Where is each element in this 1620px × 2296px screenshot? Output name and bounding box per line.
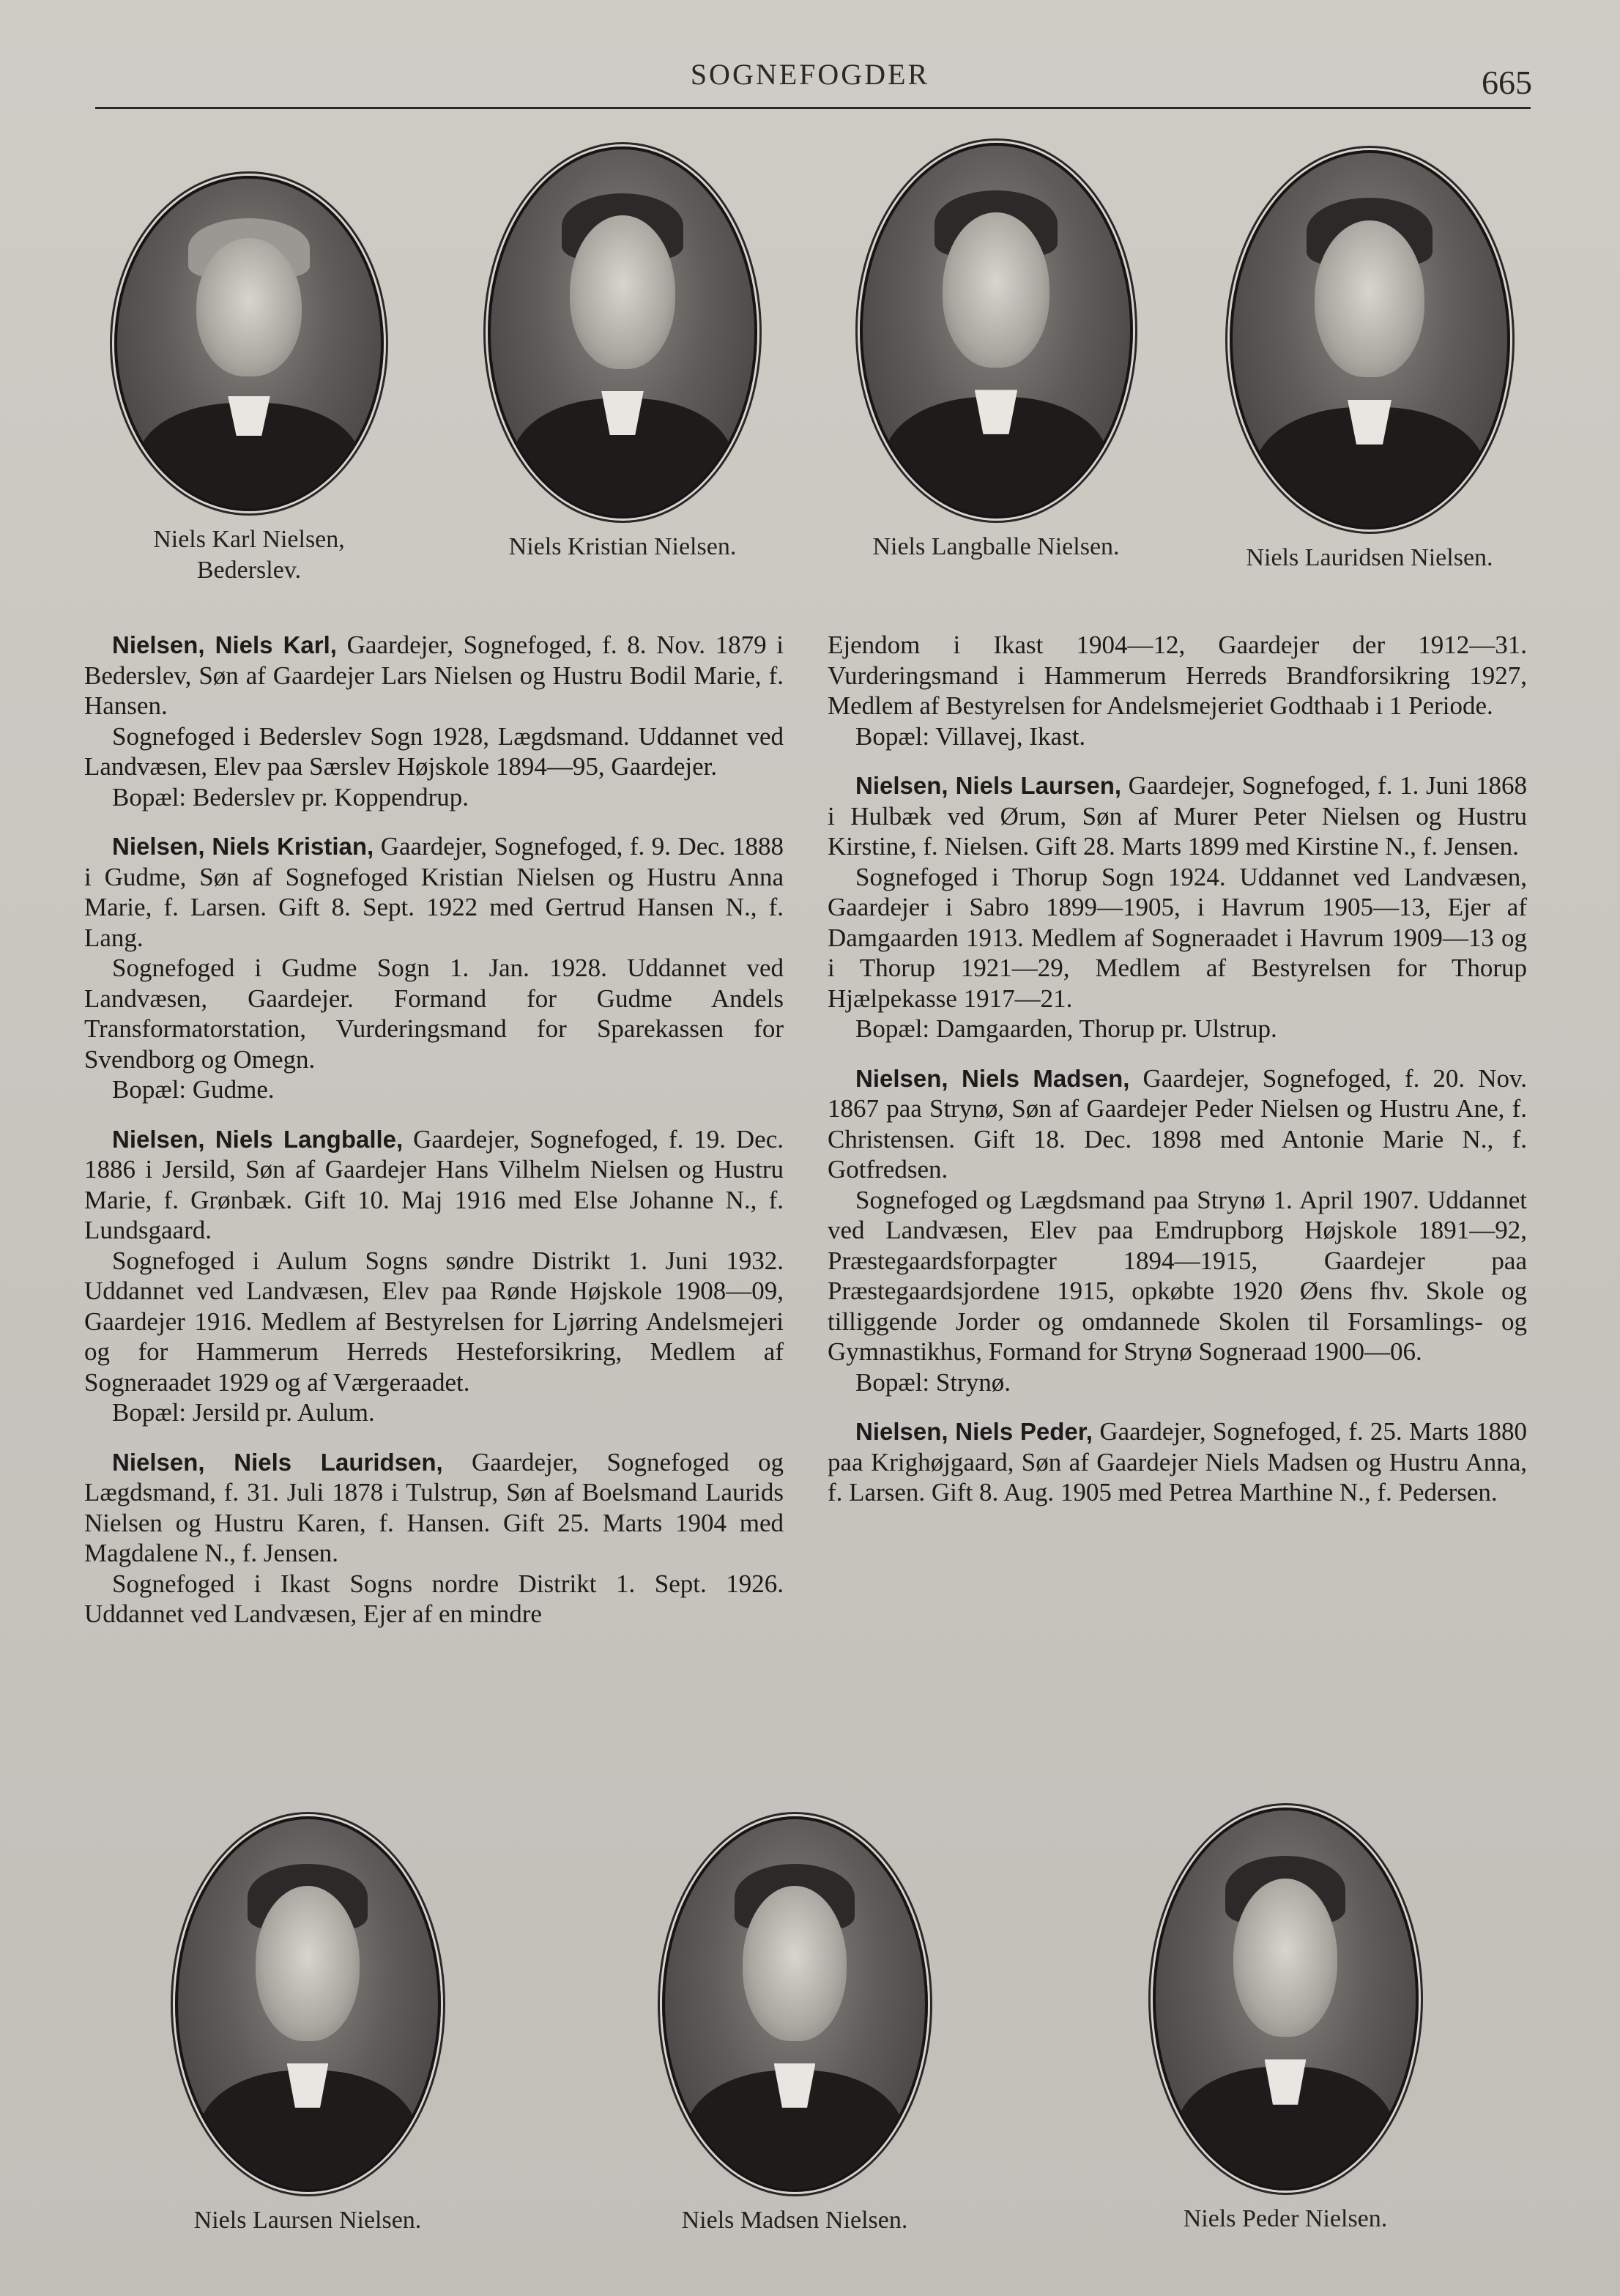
entry-text: Bopæl: Villavej, Ikast. — [855, 721, 1086, 751]
entry-text: Gaardejer, Sognefoged, f. 20. Nov. 1867 paa Strynø, Søn af Gaardejer Peder Nielsen og Hustru Ane, f. Christensen. Gift 18. Dec. 1898 med Antonie Marie N., f. Gotfredsen. — [828, 1063, 1527, 1184]
entry-text: Ejendom i Ikast 1904—12, Gaardejer der 1912—31. Vurderingsmand i Hammerum Herreds Brandforsikring 1927, Medlem af Bestyrelsen for Andelsmejeriet Godthaab i 1 Periode. — [828, 631, 1527, 720]
entry-text: Sognefoged i Ikast Sogns nordre Distrikt 1. Sept. 1926. Uddannet ved Landvæsen, Ejer af en mindre — [84, 1569, 784, 1628]
portrait-niels-madsen-nielsen — [641, 1816, 948, 2236]
entry-text: Bopæl: Jersild pr. Aulum. — [112, 1398, 375, 1427]
entry-text: Sognefoged i Thorup Sogn 1924. Uddannet ved Landvæsen, Gaardejer i Sabro 1899—1905, i Havrum 1905—13, Ejer af Damgaarden 1913. Medlem af Sogneraadet i Havrum 1909—13 og i Thorup 1921—29, Medlem af Bestyrelsen for Thorup Hjælpekasse 1917—21. — [828, 862, 1527, 1013]
biography-entry — [828, 630, 1527, 751]
biography-entry — [828, 1063, 1527, 1398]
portrait-photo — [114, 176, 384, 511]
portrait-photo — [1230, 150, 1510, 530]
portrait-photo — [662, 1816, 928, 2192]
entry-paragraph — [84, 721, 784, 782]
biography-entry — [84, 630, 784, 812]
entry-paragraph — [828, 1185, 1527, 1367]
entry-paragraph — [84, 953, 784, 1074]
entry-paragraph — [828, 1063, 1527, 1185]
biography-entry — [828, 1416, 1527, 1508]
entry-text: Bopæl: Strynø. — [855, 1367, 1011, 1397]
entry-text: Bopæl: Damgaarden, Thorup pr. Ulstrup. — [855, 1014, 1277, 1043]
entry-name: Nielsen, Niels Laursen, — [855, 772, 1122, 799]
entry-text: Gaardejer, Sognefoged, f. 8. Nov. 1879 i Bederslev, Søn af Gaardejer Lars Nielsen og Hustru Bodil Marie, f. Hansen. — [84, 631, 784, 720]
entry-name: Nielsen, Niels Peder, — [855, 1418, 1093, 1445]
portrait-caption: Niels Madsen Nielsen. — [681, 2207, 908, 2234]
entry-name: Nielsen, Niels Madsen, — [855, 1064, 1130, 1092]
entry-paragraph — [84, 831, 784, 953]
entry-paragraph — [828, 770, 1527, 862]
left-column — [84, 630, 784, 1649]
entry-text: Gaardejer, Sognefoged, f. 9. Dec. 1888 i Gudme, Søn af Sognefoged Kristian Nielsen og Hustru Anna Marie, f. Larsen. Gift 8. Sept. 1922 med Gertrud Hansen N., f. Lang. — [84, 832, 784, 952]
entry-paragraph — [828, 721, 1527, 752]
entry-name: Nielsen, Niels Langballe, — [112, 1125, 404, 1153]
entry-name: Nielsen, Niels Kristian, — [112, 833, 374, 860]
entry-text: Bopæl: Gudme. — [112, 1075, 275, 1104]
portrait-niels-karl-nielsen — [95, 176, 403, 586]
entry-paragraph — [84, 782, 784, 813]
portrait-niels-lauridsen-nielsen — [1216, 150, 1523, 573]
entry-paragraph — [828, 862, 1527, 1014]
portrait-photo — [1153, 1808, 1419, 2191]
portrait-caption: Niels Laursen Nielsen. — [193, 2207, 422, 2234]
page-number: 665 — [1482, 64, 1532, 101]
portrait-niels-peder-nielsen — [1132, 1808, 1439, 2234]
portrait-caption: Niels Karl Nielsen, Bederslev. — [153, 526, 345, 584]
entry-name: Nielsen, Niels Lauridsen, — [112, 1448, 443, 1476]
entry-text: Gaardejer, Sognefoged, f. 1. Juni 1868 i Hulbæk ved Ørum, Søn af Murer Peter Nielsen og Hustru Kirstine, f. Nielsen. Gift 28. Marts 1899 med Kirstine N., f. Jensen. — [828, 771, 1527, 861]
entry-text: Sognefoged i Aulum Sogns søndre Distrikt 1. Juni 1932. Uddannet ved Landvæsen, Elev paa Rønde Højskole 1908—09, Gaardejer 1916. Medlem af Bestyrelsen for Ljørring Andelsmejeri og for Hammerum Herreds Hesteforsikring, Medlem af Sogneraadet 1929 og af Værgeraadet. — [84, 1246, 784, 1397]
entry-paragraph — [84, 1074, 784, 1105]
portrait-photo — [860, 143, 1133, 519]
portrait-niels-kristian-nielsen — [469, 146, 776, 562]
entry-text: Sognefoged i Bederslev Sogn 1928, Lægdsmand. Uddannet ved Landvæsen, Elev paa Særslev Højskole 1894—95, Gaardejer. — [84, 721, 784, 781]
portrait-photo — [488, 146, 757, 519]
portrait-caption: Niels Kristian Nielsen. — [508, 533, 737, 560]
running-header: SOGNEFOGDER — [690, 58, 930, 91]
entry-paragraph — [84, 1246, 784, 1398]
entry-paragraph — [828, 630, 1527, 721]
entry-text: Bopæl: Bederslev pr. Koppendrup. — [112, 782, 469, 811]
entry-paragraph — [84, 1397, 784, 1428]
entry-paragraph — [84, 1569, 784, 1630]
entry-text: Sognefoged og Lægdsmand paa Strynø 1. April 1907. Uddannet ved Landvæsen, Elev paa Emdrupborg Højskole 1891—92, Præstegaardsforpagter 1894—1915, Gaardejer paa Præstegaardsjordene 1915, opkøbte 1920 Øens fhv. Skole og tilliggende Jorder og omdannede Skolen til Forsamlings- og Gymnastikhus, Formand for Strynø Sogneraad 1900—06. — [828, 1185, 1527, 1366]
right-column — [828, 630, 1527, 1527]
biography-entry — [84, 1447, 784, 1630]
biography-entry — [828, 770, 1527, 1044]
entry-paragraph — [828, 1367, 1527, 1398]
entry-text: Sognefoged i Gudme Sogn 1. Jan. 1928. Uddannet ved Landvæsen, Gaardejer. Formand for Gudme Andels Transformatorstation, Vurderingsmand for Sparekassen for Svendborg og Omegn. — [84, 954, 784, 1074]
portrait-niels-langballe-nielsen — [842, 143, 1150, 562]
portrait-photo — [175, 1816, 441, 2192]
entry-text: Gaardejer, Sognefoged, f. 25. Marts 1880 paa Krighøjgaard, Søn af Gaardejer Niels Madsen og Hustru Anna, f. Larsen. Gift 8. Aug. 1905 med Petrea Marthine N., f. Pedersen. — [828, 1417, 1527, 1506]
entry-name: Nielsen, Niels Karl, — [112, 631, 337, 658]
biography-entry — [84, 831, 784, 1105]
entry-paragraph — [828, 1416, 1527, 1508]
portrait-caption: Niels Peder Nielsen. — [1183, 2205, 1388, 2232]
biography-entry — [84, 1124, 784, 1428]
entry-paragraph — [828, 1014, 1527, 1044]
entry-text: Gaardejer, Sognefoged, f. 19. Dec. 1886 i Jersild, Søn af Gaardejer Hans Vilhelm Nielsen og Hustru Marie, f. Grønbæk. Gift 10. Maj 1916 med Else Johanne N., f. Lundsgaard. — [84, 1124, 784, 1244]
portrait-caption: Niels Langballe Nielsen. — [872, 533, 1120, 560]
portrait-caption: Niels Lauridsen Nielsen. — [1246, 544, 1493, 571]
portrait-niels-laursen-nielsen — [154, 1816, 461, 2236]
header-rule — [95, 107, 1531, 109]
entry-text: Gaardejer, Sognefoged og Lægdsmand, f. 31. Juli 1878 i Tulstrup, Søn af Boelsmand Laurids Nielsen og Hustru Karen, f. Hansen. Gift 25. Marts 1904 med Magdalene N., f. Jensen. — [84, 1447, 784, 1567]
entry-paragraph — [84, 630, 784, 721]
entry-paragraph — [84, 1124, 784, 1246]
entry-paragraph — [84, 1447, 784, 1569]
